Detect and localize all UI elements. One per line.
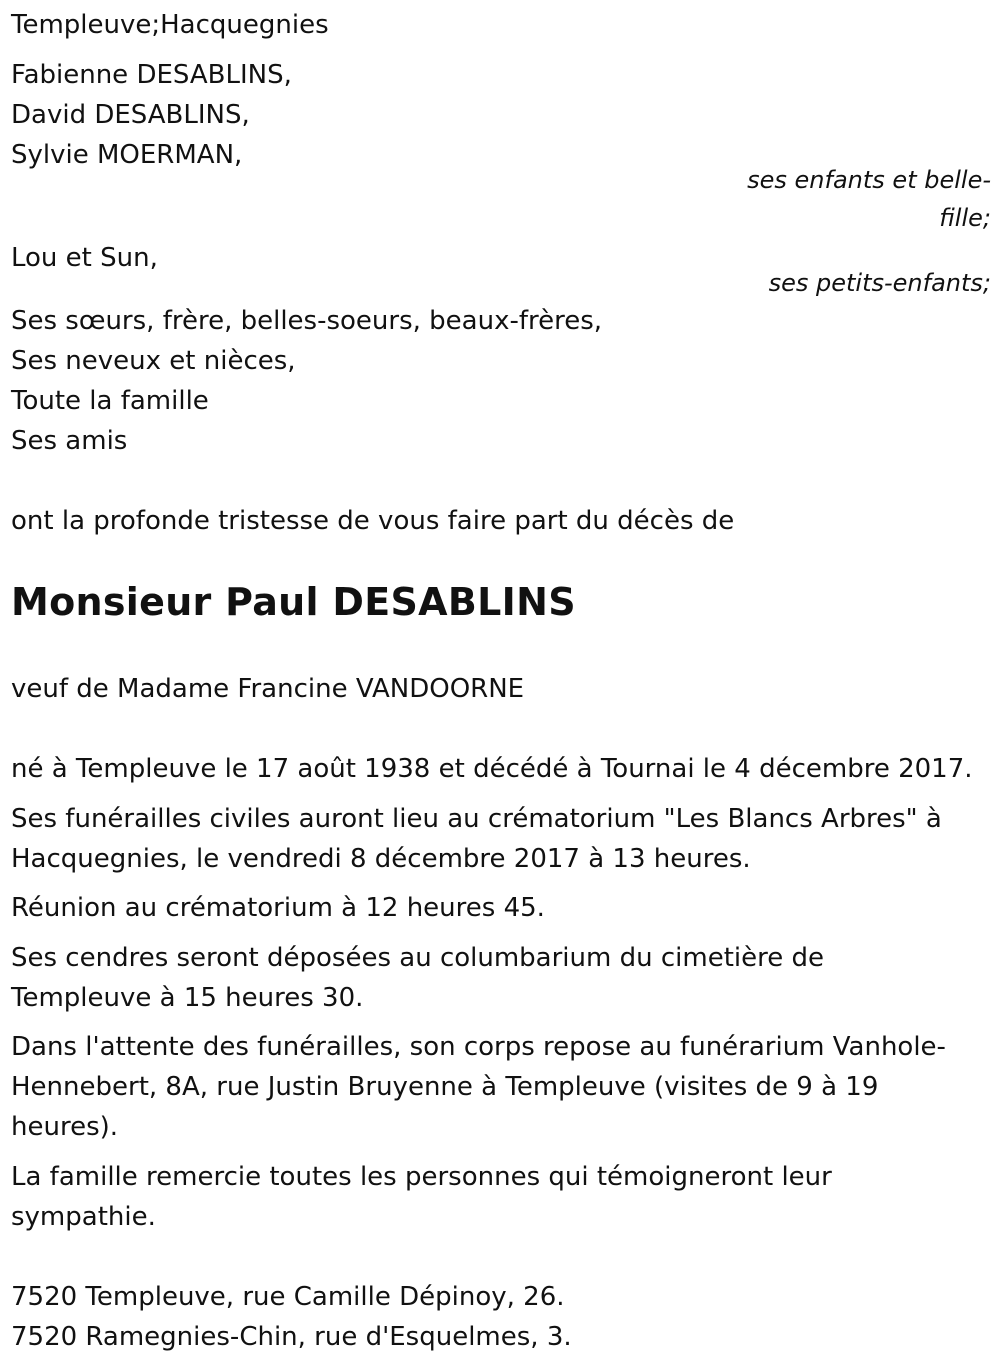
rest-info: Dans l'attente des funérailles, son corps repose au funérarium Vanhole-: [11, 1032, 946, 1062]
child-name: Fabienne DESABLINS,: [11, 60, 292, 90]
address: 7520 Templeuve, rue Camille Dépinoy, 26.: [11, 1282, 565, 1312]
deceased-name: Monsieur Paul DESABLINS: [11, 580, 576, 624]
grandchildren-names: Lou et Sun,: [11, 243, 158, 273]
ashes-info: Ses cendres seront déposées au columbarium du cimetière de: [11, 943, 824, 973]
child-name: David DESABLINS,: [11, 100, 250, 130]
address: 7520 Ramegnies-Chin, rue d'Esquelmes, 3.: [11, 1322, 572, 1352]
family-line: Ses neveux et nièces,: [11, 346, 296, 376]
location-header: Templeuve;Hacquegnies: [11, 10, 329, 40]
family-line: Ses amis: [11, 426, 128, 456]
rest-info-cont: heures).: [11, 1112, 119, 1142]
announcement: ont la profonde tristesse de vous faire part du décès de: [11, 506, 735, 536]
widower-of: veuf de Madame Francine VANDOORNE: [11, 674, 525, 704]
funeral-info-cont: Hacquegnies, le vendredi 8 décembre 2017 à 13 heures.: [11, 844, 751, 874]
children-role: ses enfants et belle-: [747, 166, 991, 194]
rest-info-cont: Hennebert, 8A, rue Justin Bruyenne à Templeuve (visites de 9 à 19: [11, 1072, 879, 1102]
child-name: Sylvie MOERMAN,: [11, 140, 243, 170]
children-role-cont: fille;: [939, 204, 991, 232]
family-line: Toute la famille: [11, 386, 209, 416]
family-line: Ses sœurs, frère, belles-soeurs, beaux-frères,: [11, 306, 603, 336]
grandchildren-role: ses petits-enfants;: [768, 269, 991, 297]
funeral-info: Ses funérailles civiles auront lieu au crématorium "Les Blancs Arbres" à: [11, 804, 942, 834]
thanks-cont: sympathie.: [11, 1202, 156, 1232]
meeting-info: Réunion au crématorium à 12 heures 45.: [11, 893, 545, 923]
birth-death: né à Templeuve le 17 août 1938 et décédé à Tournai le 4 décembre 2017.: [11, 754, 973, 784]
thanks: La famille remercie toutes les personnes qui témoigneront leur: [11, 1162, 832, 1192]
ashes-info-cont: Templeuve à 15 heures 30.: [11, 983, 364, 1013]
